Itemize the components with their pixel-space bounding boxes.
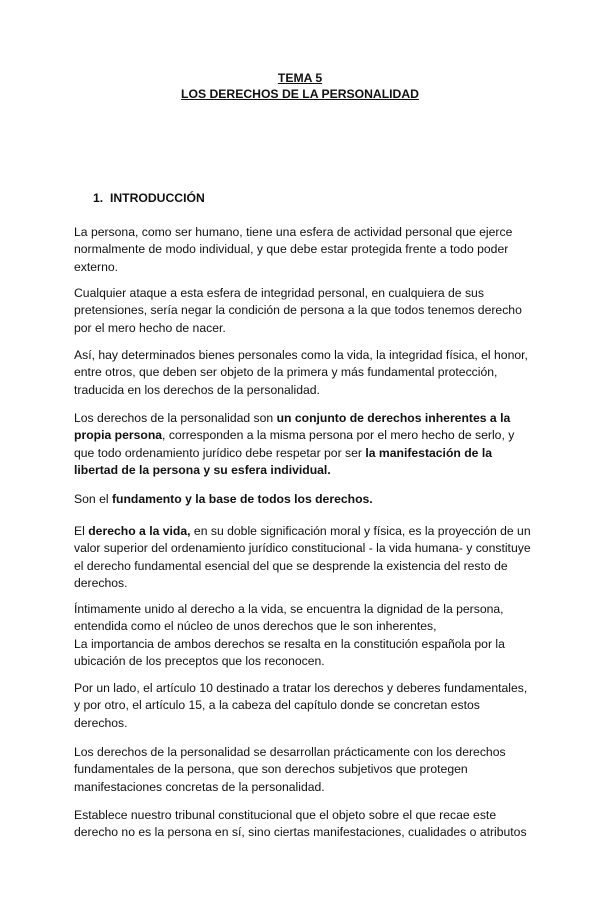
tema-label: TEMA 5	[277, 71, 323, 85]
paragraph-7	[74, 601, 544, 671]
bold-text: libertad de la persona y su esfera individual.	[74, 463, 331, 478]
text-line: La importancia de ambos derechos se resalta en la constitución española por la	[74, 636, 505, 651]
text-line: Establece nuestro tribunal constitucional que el objeto sobre el que recae este	[74, 808, 497, 822]
text-line: derechos.	[74, 576, 128, 591]
text-run: Son el	[74, 492, 112, 506]
paragraph-6	[74, 523, 544, 593]
text-line: entre otros, que deben ser objeto de la primera y más fundamental protección,	[74, 365, 498, 380]
text-line: derechos.	[74, 715, 128, 730]
text-line: Por un lado, el artículo 10 destinado a tratar los derechos y deberes fundamentales,	[74, 681, 528, 695]
text-line: pretensiones, sería negar la condición de persona a la que todos tenemos derecho	[74, 303, 522, 318]
bold-text: fundamento y la base de todos los derechos.	[111, 492, 373, 506]
text-line	[74, 427, 544, 444]
text-line: por el mero hecho de nacer.	[74, 320, 226, 335]
text-line: normalmente de modo individual, y que debe estar protegida frente a todo poder	[74, 242, 509, 257]
bold-text: un conjunto de derechos inherentes a la	[276, 411, 511, 425]
text-line: Íntimamente unido al derecho a la vida, se encuentra la dignidad de la persona,	[74, 602, 504, 616]
text-line	[74, 523, 544, 540]
bold-text: la manifestación de la	[365, 445, 492, 460]
text-line	[74, 445, 544, 462]
text-line: fundamentales de la persona, que son derechos subjetivos que protegen	[74, 762, 468, 777]
section-number: 1.	[93, 191, 104, 205]
text-line: traducida en los derechos de la personalidad.	[74, 382, 320, 397]
section-heading	[93, 191, 205, 205]
text-line: y por otro, el artículo 15, a la cabeza del capítulo donde se concretan estos	[74, 698, 480, 713]
text-line: valor superior del ordenamiento jurídico constitucional - la vida humana- y constituye	[74, 541, 531, 556]
text-line	[74, 491, 544, 508]
bold-text: derecho a la vida,	[88, 524, 191, 538]
document-page	[0, 70, 600, 918]
bold-text: propia persona	[74, 428, 163, 443]
paragraph-9	[74, 744, 544, 796]
section-title: INTRODUCCIÓN	[109, 191, 205, 205]
document-header	[0, 70, 600, 102]
text-line: Los derechos de la personalidad se desarrollan prácticamente con los derechos	[74, 745, 506, 759]
paragraph-3	[74, 347, 544, 399]
paragraph-1	[74, 224, 544, 276]
text-line: Cualquier ataque a esta esfera de integridad personal, en cualquiera de sus	[74, 286, 484, 300]
text-line: manifestaciones concretas de la personalidad.	[74, 779, 325, 794]
text-run: que todo ordenamiento jurídico debe respetar por ser	[74, 445, 366, 460]
text-line: el derecho fundamental esencial del que se desprende la existencia del resto de	[74, 558, 508, 573]
text-line: Así, hay determinados bienes personales como la vida, la integridad física, el honor,	[74, 348, 528, 362]
text-line: ubicación de los preceptos que los reconocen.	[74, 654, 325, 669]
text-line	[74, 462, 544, 479]
text-line: derecho no es la persona en sí, sino ciertas manifestaciones, cualidades o atributos	[74, 825, 527, 840]
paragraph-8	[74, 680, 544, 732]
text-line: entendida como el núcleo de unos derechos que le son inherentes,	[74, 619, 437, 634]
text-run: Los derechos de la personalidad son	[74, 411, 277, 425]
text-run: El	[74, 524, 89, 538]
paragraph-10	[74, 807, 544, 842]
paragraph-4	[74, 410, 544, 480]
text-line: La persona, como ser humano, tiene una esfera de actividad personal que ejerce	[74, 225, 513, 239]
text-line: externo.	[74, 259, 119, 274]
text-run: en su doble significación moral y física, es la proyección de un	[190, 524, 531, 538]
text-line	[74, 410, 544, 427]
document-title: LOS DERECHOS DE LA PERSONALIDAD	[181, 87, 419, 101]
paragraph-5	[74, 491, 544, 508]
paragraph-2	[74, 285, 544, 337]
text-run: , corresponden a la misma persona por el mero hecho de serlo, y	[162, 428, 515, 443]
